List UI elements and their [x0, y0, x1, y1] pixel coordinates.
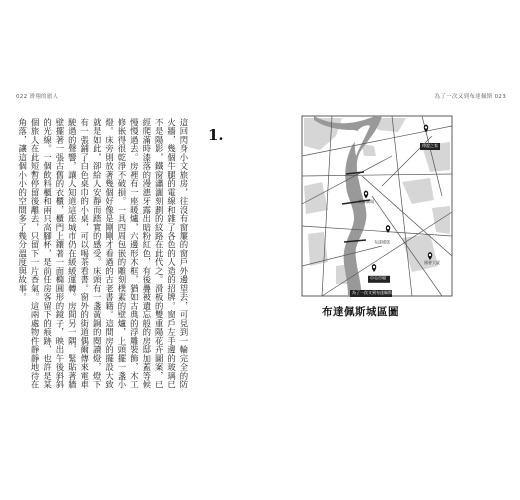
map-label-2: 英雄廣場	[358, 199, 374, 204]
map-caption: 布達佩斯城區圖	[322, 306, 399, 318]
chapter-number: 1.	[208, 126, 224, 144]
map-label-5: 中央市場	[370, 275, 386, 281]
body-text: 這回閃身小文旅房，往沒有窗簾的窗戶外邊望去，可見到一輪完全的防火牆，幾個牛腿的電線和雜了各色的人造的招牌。窗戶左手邊的玻璃已不是陽影，鐵窗瀟灑刻劃的紋路在此代之。滑板的雙重陽花卉圖案，已經爬滿時漆落的漫漶牙露出暗粉紅色，有後疊被遺忘般的房邸加蓋等候慢慢過去。房裡有一座暖爐，六邊形木框，猶如古典的浮雕裝飾，木工修嵌得很乾淨不破損。一具四周包嵌的雕刻樸素的壁爐，上頭擺一盞小燈。床旁則放著幾個好像是剛剛才看過的古老書籍。這間房的擺設大致就是如此，卻給人安靜而踏實的感受。床頭有一盞黃銅的閱讀燈，燈下有一張鋪了白色桌巾的小桌，可以喝茶看書。窗外的街道偶爾傳來電車駛過的聲響，讓人知道這座城市仍在緩緩運轉。房間另一隅，緊貼著牆壁擺著一張古舊的衣櫃，櫃門上鑲著一面橢圓形的鏡子，映出午後斜斜的光線。一個飲料櫃和兩只高腳杯，是前任房客留下的痕跡，也許是某個旅人在此短暫停留後離去，只留下一片香氣。這兩處物件靜靜地待在角落，讓這個小小的空間多了幾分溫度與故事。	[17, 118, 189, 389]
page-header-left: 022 滑翔的旅人	[16, 94, 59, 100]
map-label-3: 布達城堡	[374, 239, 390, 245]
map-label-1: 傳說之家	[422, 142, 438, 148]
map-label-6: 為了一次又到布達佩斯	[352, 289, 392, 295]
map-label-4: 國會大廈	[424, 259, 440, 265]
page-header-right: 為了一次又到布達佩斯 023	[434, 94, 506, 100]
city-map	[302, 116, 452, 296]
